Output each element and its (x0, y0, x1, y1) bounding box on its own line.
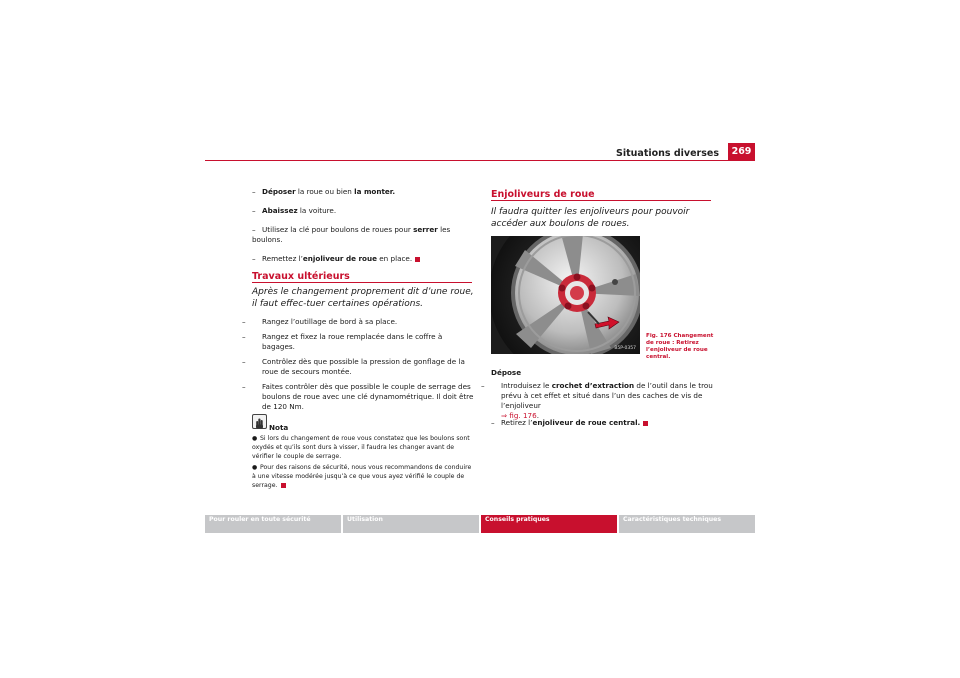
section-title-travaux: Travaux ultérieurs (252, 271, 350, 282)
note-list (252, 434, 474, 490)
section-rule (252, 282, 472, 283)
figure-link[interactable]: ⇒ fig. 176 (501, 411, 537, 420)
tab-utilisation[interactable]: Utilisation (343, 515, 479, 533)
note-label: Nota (269, 423, 289, 432)
running-header-title: Situations diverses (616, 148, 719, 159)
end-of-section-marker (643, 421, 648, 426)
list-item: – Rangez l’outillage de bord à sa place. (242, 317, 398, 326)
list-item: – Contrôlez dès que possible la pression de gonflage de la roue de secours montée. (242, 357, 465, 376)
list-item: – Rangez et fixez la roue remplacée dans le coffre à bagages. (242, 332, 443, 351)
list-item: – Faites contrôler dès que possible le couple de serrage des boulons de roue avec une clé dynamométrique. Il doit être de 120 Nm. (242, 382, 474, 411)
step-remove-wheel: – Déposer la roue ou bien la monter. (252, 187, 396, 196)
step-remove-hubcap: – Retirez l’enjoliveur de roue central. (491, 418, 713, 428)
note-hand-icon (252, 414, 267, 429)
step-refit-hubcap: – Remettez l’enjoliveur de roue en place. (252, 254, 474, 264)
section-intro-enjoliveurs: Il faudra quitter les enjoliveurs pour pouvoir accéder aux boulons de roues. (491, 207, 690, 229)
note-item: ● Si lors du changement de roue vous constatez que les boulons sont oxydés et qu’ils sont durs à visser, il faudra les changer avant de vérifier le couple de serrage. (252, 435, 470, 460)
end-of-section-marker (415, 257, 420, 262)
tab-conseils-pratiques[interactable]: Conseils pratiques (481, 515, 617, 533)
page-number: 269 (728, 143, 755, 160)
wheel-figure (491, 236, 640, 354)
header-rule (205, 160, 755, 161)
step-tighten-bolts: – Utilisez la clé pour boulons de roues pour serrer les boulons. (252, 225, 451, 244)
step-insert-hook: – Introduisez le crochet d’extraction de l’outil dans le trou prévu à cet effet et situé dans l’un des caches de vis de l’enjoliveur ⇒ fig. 176. (481, 381, 713, 420)
section-title-enjoliveurs: Enjoliveurs de roue (491, 189, 595, 200)
end-of-section-marker (281, 483, 286, 488)
section-intro-travaux: Après le changement proprement dit d’une roue, il faut effec-tuer certaines opérations. (252, 287, 474, 309)
step-lower-car: – Abaissez la voiture. (252, 206, 337, 215)
subheading-depose: Dépose (491, 368, 522, 377)
tab-safety[interactable]: Pour rouler en toute sécurité (205, 515, 341, 533)
section-rule (491, 200, 711, 201)
note-item: ● Pour des raisons de sécurité, nous vous recommandons de conduire à une vitesse modérée jusqu’à ce que vous ayez vérifié le couple de serrage. (252, 464, 472, 489)
wheel-illustration (491, 236, 640, 354)
left-column (252, 187, 474, 264)
tab-caracteristiques[interactable]: Caractéristiques techniques (619, 515, 755, 533)
figure-code: B5P-0357 (614, 346, 636, 351)
figure-caption: Fig. 176 Changement de roue : Retirez l’enjoliveur de roue central. (646, 333, 714, 360)
followup-list (242, 317, 474, 412)
